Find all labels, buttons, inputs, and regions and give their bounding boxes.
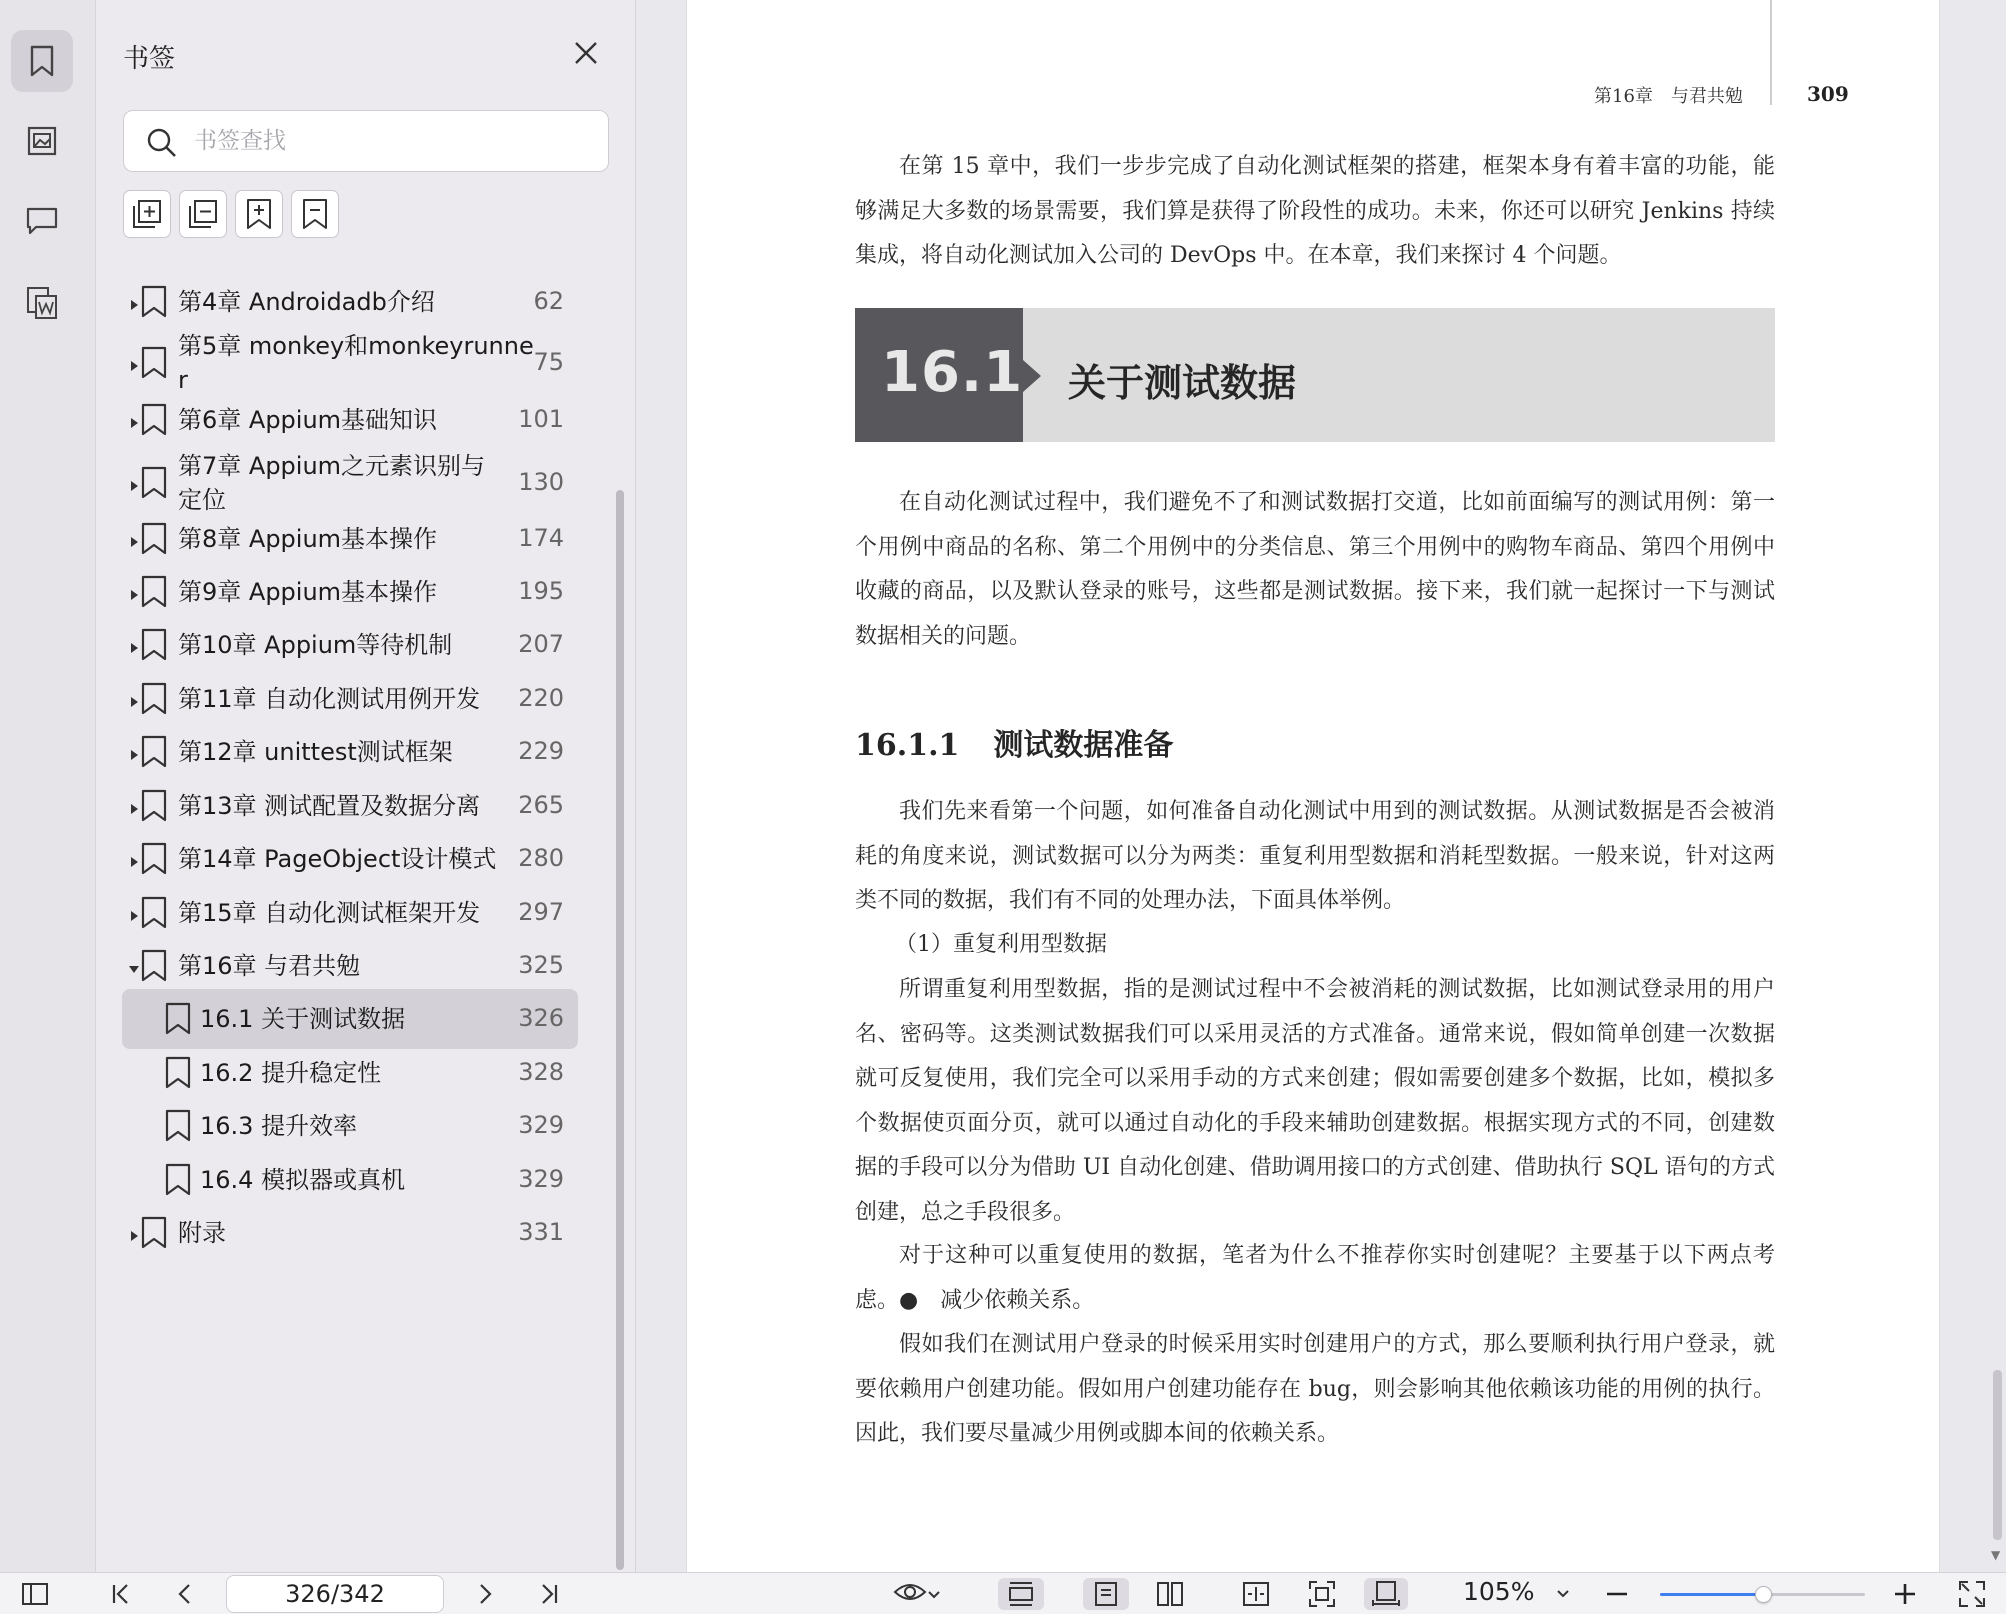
bookmark-item[interactable] (122, 722, 578, 782)
bookmark-label: 第11章 自动化测试用例开发 (178, 685, 481, 713)
remove-bookmark-icon[interactable] (291, 190, 339, 238)
panel-title: 书签 (123, 44, 176, 74)
expand-triangle-right-icon[interactable] (128, 533, 140, 545)
bullet-dot: ● (899, 1288, 919, 1313)
bookmark-icon (140, 575, 168, 609)
expand-triangle-down-icon[interactable] (128, 960, 140, 972)
subsection-number: 16.1.1 (855, 728, 960, 763)
bookmark-label: 第10章 Appium等待机制 (178, 631, 453, 659)
close-icon[interactable] (571, 38, 601, 68)
bookmark-page-number: 174 (518, 524, 564, 552)
bookmark-item[interactable] (122, 669, 578, 729)
list-heading: （1）重复利用型数据 (895, 932, 1107, 957)
expand-all-icon[interactable] (123, 190, 171, 238)
zoom-slider-fill (1660, 1593, 1763, 1596)
bullet-text: 减少依赖关系。 (940, 1288, 1095, 1313)
bookmark-icon (140, 466, 168, 500)
bookmark-label: 附录 (178, 1219, 226, 1247)
zoom-dropdown-chevron-icon[interactable] (1553, 1578, 1573, 1610)
bookmark-page-number: 331 (518, 1218, 564, 1246)
bookmark-label: 第16章 与君共勉 (178, 952, 361, 980)
bookmark-page-number: 326 (518, 1004, 564, 1032)
bookmark-label: 16.4 模拟器或真机 (200, 1166, 406, 1194)
bookmark-label: 第12章 unittest测试框架 (178, 738, 453, 766)
bookmark-subitem[interactable] (122, 1043, 578, 1103)
expand-triangle-right-icon[interactable] (128, 414, 140, 426)
expand-triangle-right-icon[interactable] (128, 907, 140, 919)
scroll-down-arrow-icon[interactable]: ▼ (1991, 1548, 2001, 1562)
bookmark-page-number: 329 (518, 1165, 564, 1193)
paragraph-3: 对于这种可以重复使用的数据，笔者为什么不推荐你实时创建呢？主要基于以下两点考虑。 (855, 1243, 1775, 1313)
bookmark-icon (140, 403, 168, 437)
bookmark-item[interactable] (122, 883, 578, 943)
bookmark-page-number: 220 (518, 684, 564, 712)
eye-comfort-dropdown[interactable] (888, 1578, 946, 1610)
bookmark-search-box[interactable] (123, 110, 609, 172)
bookmark-list (96, 276, 636, 1572)
comment-panel-icon[interactable] (11, 190, 73, 252)
bookmark-subitem[interactable] (122, 1150, 578, 1210)
bookmark-icon (140, 735, 168, 769)
zoom-slider[interactable] (1660, 1593, 1865, 1596)
bookmark-label: 第8章 Appium基本操作 (178, 525, 438, 553)
expand-triangle-right-icon[interactable] (128, 800, 140, 812)
zoom-slider-knob[interactable] (1755, 1586, 1772, 1603)
last-page-icon[interactable] (534, 1578, 564, 1610)
bookmark-page-number: 229 (518, 737, 564, 765)
bookmark-icon (140, 896, 168, 930)
fullscreen-icon[interactable] (1955, 1578, 1989, 1610)
expand-triangle-right-icon[interactable] (128, 639, 140, 651)
paragraph-4: 假如我们在测试用户登录的时候采用实时创建用户的方式，那么要顺利执行用户登录，就要依赖用户创建功能。假如用户创建功能存在 bug，则会影响其他依赖该功能的用例的执行。因此，我们要尽量减少用例或脚本间的依赖关系。 (855, 1332, 1775, 1446)
paragraph-2: 所谓重复利用型数据，指的是测试过程中不会被消耗的测试数据，比如测试登录用的用户名、密码等。这类测试数据我们可以采用灵活的方式准备。通常来说，假如简单创建一次数据就可反复使用，我们完全可以采用手动的方式来创建；假如需要创建多个数据，比如，模拟多个数据使页面分页，就可以通过自动化的手段来辅助创建数据。根据实现方式的不同，创建数据的手段可以分为借助 UI 自动化创建、借助调用接口的方式创建、借助执行 SQL 语句的方式创建，总之手段很多。 (855, 977, 1775, 1225)
page-number: 309 (1807, 82, 1849, 106)
document-scrollbar[interactable] (1993, 1370, 2002, 1540)
bookmark-item[interactable] (122, 615, 578, 675)
bookmark-label: 第6章 Appium基础知识 (178, 406, 438, 434)
two-page-icon[interactable] (1150, 1578, 1190, 1610)
bookmark-label: 第4章 Androidadb介绍 (178, 288, 435, 316)
bookmark-item[interactable] (122, 776, 578, 836)
bookmark-label: 第9章 Appium基本操作 (178, 578, 438, 606)
bookmark-item[interactable] (122, 936, 578, 996)
bookmark-page-number: 328 (518, 1058, 564, 1086)
continuous-scroll-icon[interactable] (998, 1578, 1044, 1610)
fit-page-icon[interactable] (1302, 1578, 1342, 1610)
word-convert-icon[interactable] (11, 272, 73, 334)
expand-triangle-right-icon[interactable] (128, 357, 140, 369)
bookmark-icon (140, 682, 168, 716)
bookmark-icon (140, 628, 168, 662)
intro-paragraph: 在第 15 章中，我们一步步完成了自动化测试框架的搭建，框架本身有着丰富的功能，能够满足大多数的场景需要，我们算是获得了阶段性的成功。未来，你还可以研究 Jenkins 持续集成，将自动化测试加入公司的 DevOps 中。在本章，我们来探讨 4 个问题。 (855, 154, 1775, 268)
bookmark-icon (140, 949, 168, 983)
bookmark-icon (164, 1002, 192, 1036)
add-bookmark-icon[interactable] (235, 190, 283, 238)
bookmark-page-number: 297 (518, 898, 564, 926)
bookmark-search-input[interactable] (194, 111, 594, 171)
bookmark-label: 第15章 自动化测试框架开发 (178, 899, 481, 927)
bookmark-item[interactable] (122, 1203, 578, 1263)
bookmark-icon (140, 789, 168, 823)
bookmark-page-number: 75 (533, 348, 564, 376)
bookmark-page-number: 329 (518, 1111, 564, 1139)
collapse-all-icon[interactable] (179, 190, 227, 238)
document-page (686, 0, 1940, 1572)
bookmark-icon (164, 1163, 192, 1197)
bookmark-label: 第7章 Appium之元素识别与 定位 (178, 452, 486, 514)
bookmark-page-number: 130 (518, 468, 564, 496)
next-page-icon[interactable] (470, 1578, 500, 1610)
expand-triangle-right-icon[interactable] (128, 1227, 140, 1239)
bullet-item (855, 1279, 1775, 1324)
expand-triangle-right-icon[interactable] (128, 296, 140, 308)
bookmark-icon (140, 522, 168, 556)
bookmark-subitem[interactable] (122, 1096, 578, 1156)
fit-width-icon[interactable] (1236, 1578, 1276, 1610)
bookmark-subitem[interactable] (122, 989, 578, 1049)
single-page-icon[interactable] (1083, 1578, 1129, 1610)
bookmark-page-number: 280 (518, 844, 564, 872)
bottom-toolbar (0, 1572, 2006, 1614)
expand-triangle-right-icon[interactable] (128, 853, 140, 865)
expand-triangle-right-icon[interactable] (128, 746, 140, 758)
bookmark-icon (140, 346, 168, 380)
chevron-down-icon (927, 1585, 941, 1604)
bookmark-icon (140, 1216, 168, 1250)
bookmark-page-number: 325 (518, 951, 564, 979)
zoom-level[interactable]: 105% (1463, 1577, 1535, 1606)
toggle-sidebar-icon[interactable] (18, 1578, 52, 1610)
bookmark-icon (140, 842, 168, 876)
eye-icon (893, 1580, 927, 1608)
bookmark-page-number: 207 (518, 630, 564, 658)
bookmark-icon (164, 1056, 192, 1090)
zoom-out-icon[interactable] (1602, 1578, 1632, 1610)
bookmark-label: 第5章 monkey和monkeyrunne r (178, 332, 534, 394)
bookmark-page-number: 195 (518, 577, 564, 605)
section-banner (855, 308, 1775, 442)
bookmark-icon (164, 1109, 192, 1143)
panel-scrollbar[interactable] (616, 490, 624, 1570)
first-page-icon[interactable] (106, 1578, 136, 1610)
header-rule (1770, 0, 1772, 105)
bookmark-panel (96, 0, 636, 1572)
section-number: 16.1 (881, 340, 1024, 405)
page-number-input[interactable]: 326/342 (226, 1575, 444, 1613)
previous-page-icon[interactable] (170, 1578, 200, 1610)
running-header: 第16章 与君共勉 (1594, 86, 1743, 107)
expand-triangle-right-icon[interactable] (128, 586, 140, 598)
bookmark-page-number: 101 (518, 405, 564, 433)
expand-triangle-right-icon[interactable] (128, 693, 140, 705)
section-paragraph: 在自动化测试过程中，我们避免不了和测试数据打交道，比如前面编写的测试用例：第一个用例中商品的名称、第二个用例中的分类信息、第三个用例中的购物车商品、第四个用例中收藏的商品，以及默认登录的账号，这些都是测试数据。接下来，我们就一起探讨一下与测试数据相关的问题。 (855, 490, 1775, 649)
bookmark-label: 16.3 提升效率 (200, 1112, 358, 1140)
section-title: 关于测试数据 (1068, 361, 1297, 405)
bookmark-label: 第13章 测试配置及数据分离 (178, 792, 481, 820)
search-icon (146, 127, 178, 163)
bookmark-item[interactable] (122, 829, 578, 889)
left-icon-rail (0, 0, 96, 1572)
bookmark-label: 第14章 PageObject设计模式 (178, 845, 497, 873)
thumbnail-panel-icon[interactable] (11, 110, 73, 172)
paragraph-1: 我们先来看第一个问题，如何准备自动化测试中用到的测试数据。从测试数据是否会被消耗的角度来说，测试数据可以分为两类：重复利用型数据和消耗型数据。一般来说，针对这两类不同的数据，我们有不同的处理办法，下面具体举例。 (855, 799, 1775, 913)
bookmark-label: 16.2 提升稳定性 (200, 1059, 382, 1087)
expand-triangle-right-icon[interactable] (128, 477, 140, 489)
bookmark-page-number: 62 (533, 287, 564, 315)
subsection-title: 测试数据准备 (993, 728, 1174, 763)
zoom-in-icon[interactable] (1890, 1578, 1920, 1610)
bookmark-page-number: 265 (518, 791, 564, 819)
subsection-heading (855, 720, 1173, 764)
section-number-box (855, 308, 1023, 442)
bookmark-panel-icon[interactable] (11, 30, 73, 92)
section-arrow (1023, 360, 1041, 392)
bookmark-item[interactable] (122, 509, 578, 569)
bookmark-label: 16.1 关于测试数据 (200, 1005, 406, 1033)
bookmark-item[interactable] (122, 562, 578, 622)
crop-margins-icon[interactable] (1364, 1578, 1408, 1610)
